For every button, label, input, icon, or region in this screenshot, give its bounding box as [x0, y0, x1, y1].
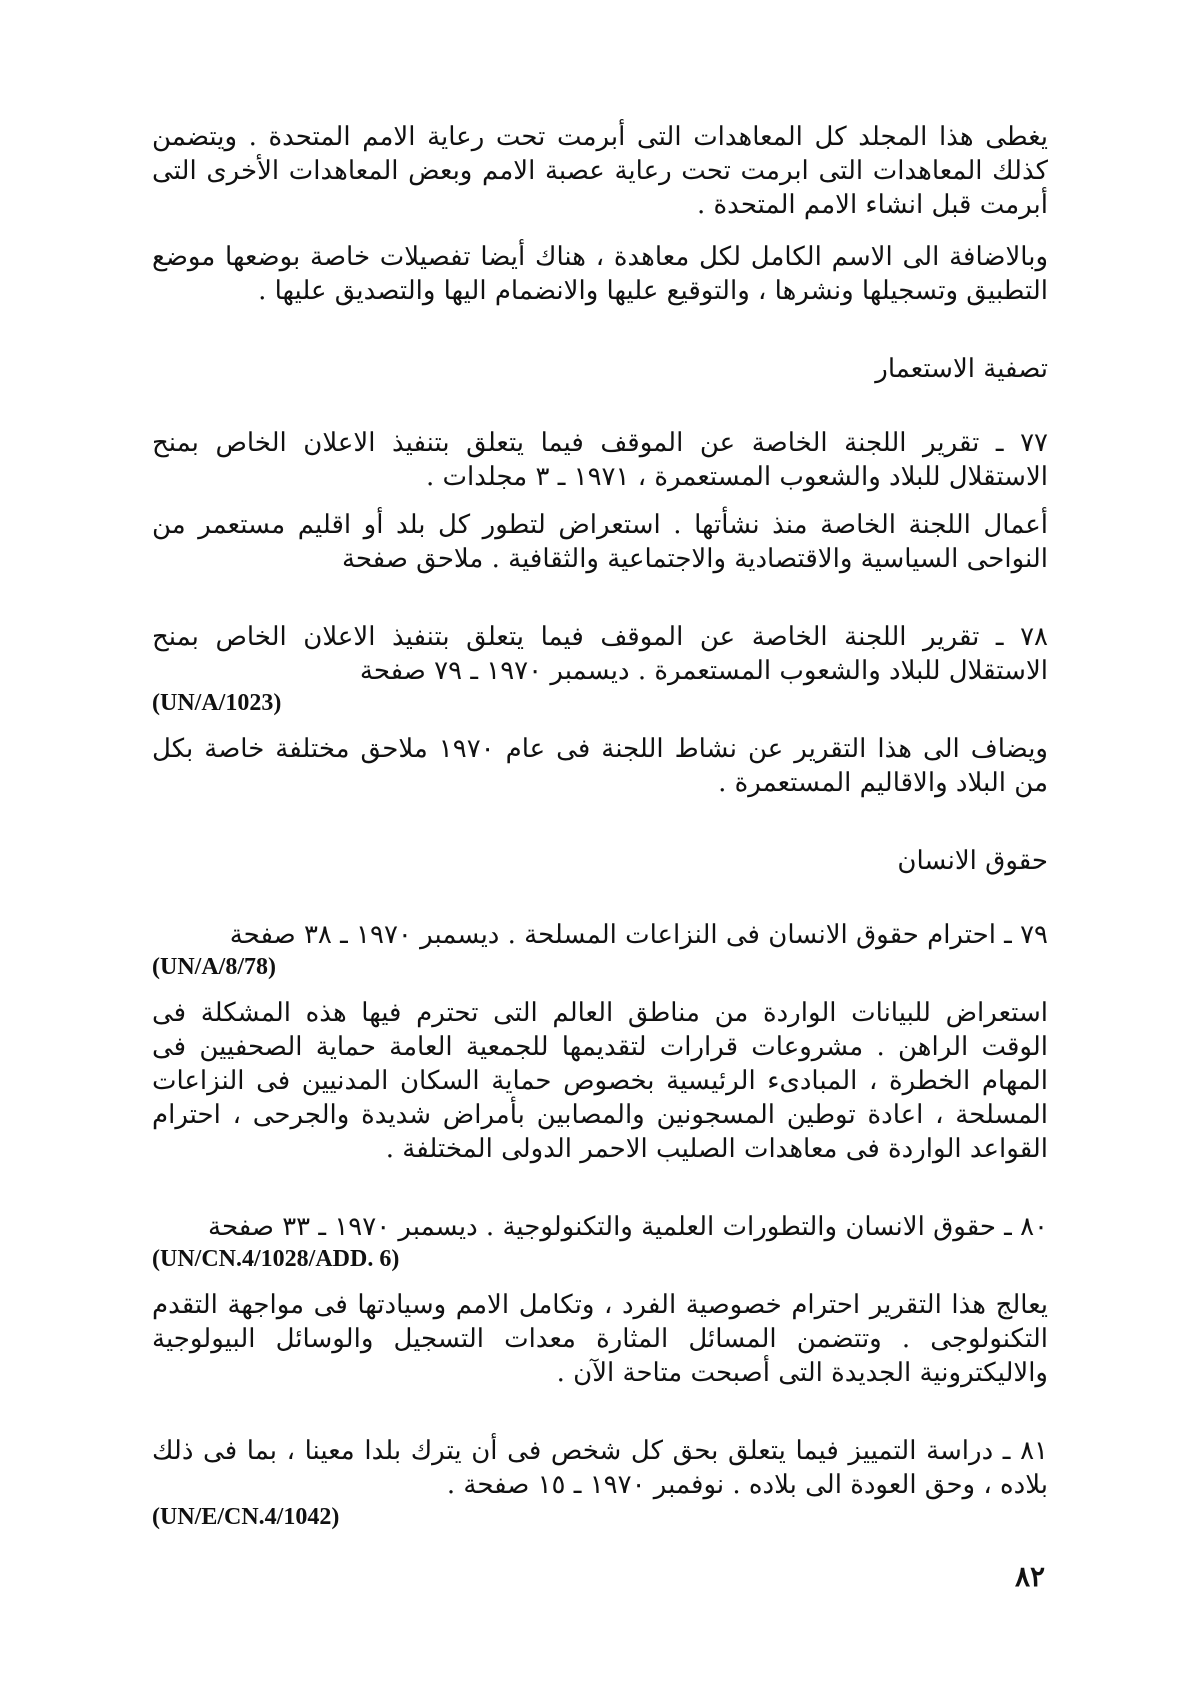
- entry-79: [152, 918, 1048, 982]
- entry-description: استعراض للبيانات الواردة من مناطق العالم التى تحترم فيها هذه المشكلة فى الوقت الراهن . مشروعات قرارات لتقديمها للجمعية العامة حماية الصحفيين فى المهام الخطرة ، المبادىء الرئيسية بخصوص حماية السكان المدنيين فى النزاعات المسلحة ، اعادة توطين المسجونين والمصابين بأمراض شديدة والجرحى ، احترام القواعد الواردة فى معاهدات الصليب الاحمر الدولى المختلفة .: [152, 998, 1048, 1164]
- entry-title: ٨١ ـ دراسة التمييز فيما يتعلق بحق كل شخص فى أن يترك بلدا معينا ، بما فى ذلك بلاده ، وحق العودة الى بلاده . نوفمبر ١٩٧٠ ـ ١٥ صفحة .: [152, 1436, 1048, 1500]
- intro-paragraph-1: يغطى هذا المجلد كل المعاهدات التى أبرمت تحت رعاية الامم المتحدة . ويتضمن كذلك المعاهدات التى ابرمت تحت رعاية عصبة الامم وبعض المعاهدات الأخرى التى أبرمت قبل انشاء الامم المتحدة .: [152, 122, 1048, 220]
- section-heading-human-rights: حقوق الانسان: [897, 846, 1048, 876]
- entry-description: أعمال اللجنة الخاصة منذ نشأتها . استعراض لتطور كل بلد أو اقليم مستعمر من النواحى السياسية والاقتصادية والاجتماعية والثقافية . ملاحق صفحة: [152, 510, 1048, 574]
- entry-78: [152, 620, 1048, 718]
- intro-paragraph-2: وبالاضافة الى الاسم الكامل لكل معاهدة ، هناك أيضا تفصيلات خاصة بوضعها موضع التطبيق وتسجيلها ونشرها ، والتوقيع عليها والانضمام اليها والتصديق عليها .: [152, 242, 1048, 306]
- entry-title: ٧٩ ـ احترام حقوق الانسان فى النزاعات المسلحة . ديسمبر ١٩٧٠ ـ ٣٨ صفحة: [229, 920, 1048, 950]
- entry-80: [152, 1210, 1048, 1274]
- document-symbol: (UN/CN.4/1028/ADD. 6): [152, 1246, 400, 1272]
- entry-77: [152, 426, 1048, 494]
- entry-81: [152, 1434, 1048, 1532]
- document-symbol: (UN/A/1023): [152, 690, 282, 716]
- document-symbol: (UN/A/8/78): [152, 954, 276, 980]
- entry-description: يعالج هذا التقرير احترام خصوصية الفرد ، وتكامل الامم وسيادتها فى مواجهة التقدم التكنولوجى . وتتضمن المسائل المثارة معدات التسجيل والوسائل البيولوجية والاليكترونية الجديدة التى أصبحت متاحة الآن .: [152, 1290, 1048, 1388]
- section-heading-decolonization: تصفية الاستعمار: [875, 354, 1048, 384]
- entry-description: ويضاف الى هذا التقرير عن نشاط اللجنة فى عام ١٩٧٠ ملاحق مختلفة خاصة بكل من البلاد والاقاليم المستعمرة .: [152, 734, 1048, 798]
- entry-title: ٧٨ ـ تقرير اللجنة الخاصة عن الموقف فيما يتعلق بتنفيذ الاعلان الخاص بمنح الاستقلال للبلاد والشعوب المستعمرة . ديسمبر ١٩٧٠ ـ ٧٩ صفحة: [152, 622, 1048, 686]
- page-number: ٨٢: [1015, 1560, 1046, 1593]
- document-symbol: (UN/E/CN.4/1042): [152, 1504, 340, 1530]
- entry-title: ٧٧ ـ تقرير اللجنة الخاصة عن الموقف فيما يتعلق بتنفيذ الاعلان الخاص بمنح الاستقلال للبلاد والشعوب المستعمرة ، ١٩٧١ ـ ٣ مجلدات .: [152, 428, 1048, 492]
- document-page: [152, 120, 1048, 1546]
- entry-title: ٨٠ ـ حقوق الانسان والتطورات العلمية والتكنولوجية . ديسمبر ١٩٧٠ ـ ٣٣ صفحة: [208, 1212, 1048, 1242]
